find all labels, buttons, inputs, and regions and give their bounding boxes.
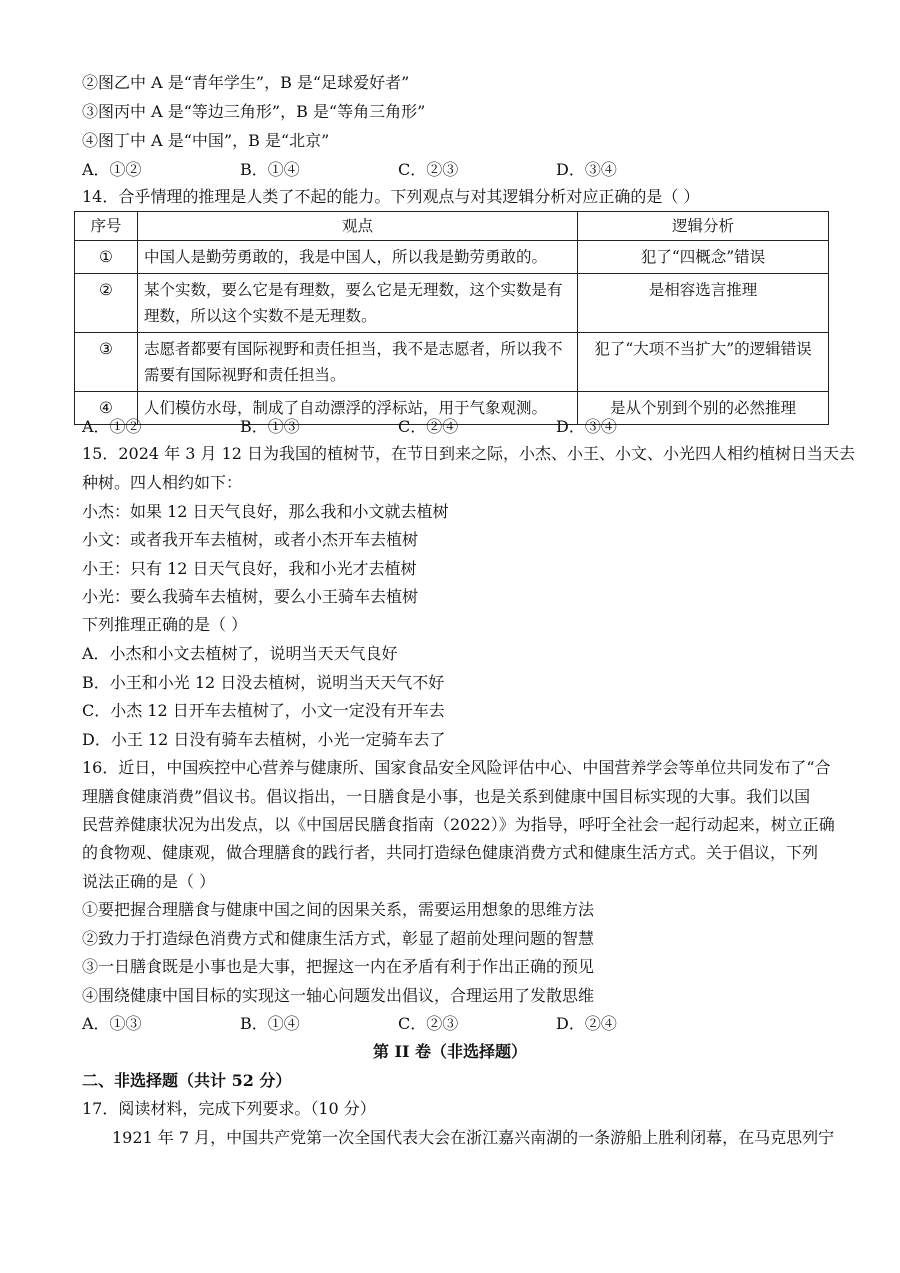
part2-title: 第 II 卷（非选择题） xyxy=(372,1042,528,1061)
q14-options xyxy=(82,417,782,437)
q14-option-a[interactable]: A．①② xyxy=(82,417,142,436)
row-view-line: 需要有国际视野和责任担当。 xyxy=(144,366,346,384)
table-header-row xyxy=(75,212,829,241)
row-analysis: 犯了“四概念”错误 xyxy=(578,241,829,274)
row-view xyxy=(138,274,578,333)
row-analysis: 是相容选言推理 xyxy=(578,274,829,333)
q14-table xyxy=(74,211,829,425)
q16-option-c[interactable]: C．②③ xyxy=(398,1014,459,1033)
table-row xyxy=(75,274,829,333)
q16-option-a[interactable]: A．①③ xyxy=(82,1014,142,1033)
row-view-line: 人们模仿水母，制成了自动漂浮的浮标站，用于气象观测。 xyxy=(144,399,548,417)
q16-option-d[interactable]: D．②④ xyxy=(556,1014,617,1033)
q13-item-2: ②图乙中 A 是“青年学生”，B 是“足球爱好者” xyxy=(82,73,410,92)
q17-material-line: 1921 年 7 月，中国共产党第一次全国代表大会在浙江嘉兴南湖的一条游船上胜利闭幕，在马克思列宁 xyxy=(112,1128,835,1147)
row-analysis: 是从个别到个别的必然推理 xyxy=(578,392,829,425)
q17-stem: 17．阅读材料，完成下列要求。（10 分） xyxy=(82,1099,376,1118)
table-row xyxy=(75,333,829,392)
q13-option-d[interactable]: D．③④ xyxy=(556,160,617,179)
q16-item-1: ①要把握合理膳食与健康中国之间的因果关系，需要运用想象的思维方法 xyxy=(82,900,595,919)
table-row xyxy=(75,241,829,274)
q15-premise-1: 小杰：如果 12 日天气良好，那么我和小文就去植树 xyxy=(82,502,449,521)
row-view xyxy=(138,241,578,274)
header-number: 序号 xyxy=(75,212,138,241)
q15-stem-line-2: 种树。四人相约如下： xyxy=(82,473,243,492)
q14-stem: 14．合乎情理的推理是人类了不起的能力。下列观点与对其逻辑分析对应正确的是（ ） xyxy=(82,187,700,206)
q16-line-1: 16．近日，中国疾控中心营养与健康所、国家食品安全风险评估中心、中国营养学会等单位共同发布了“合 xyxy=(82,758,831,777)
row-view-line: 某个实数，要么它是有理数，要么它是无理数，这个实数是有 xyxy=(144,281,563,299)
q13-option-b[interactable]: B．①④ xyxy=(240,160,300,179)
header-view: 观点 xyxy=(138,212,578,241)
q13-item-4: ④图丁中 A 是“中国”，B 是“北京” xyxy=(82,131,330,150)
row-view xyxy=(138,333,578,392)
q15-ask: 下列推理正确的是（ ） xyxy=(82,615,248,634)
q15-stem-line-1: 15．2024 年 3 月 12 日为我国的植树节，在节日到来之际，小杰、小王、小文、小光四人相约植树日当天去 xyxy=(82,444,856,463)
row-number: ① xyxy=(75,241,138,274)
q16-item-3: ③一日膳食既是小事也是大事，把握这一内在矛盾有利于作出正确的预见 xyxy=(82,957,595,976)
section-heading: 二、非选择题（共计 52 分） xyxy=(82,1071,292,1090)
row-analysis: 犯了“大项不当扩大”的逻辑错误 xyxy=(578,333,829,392)
q13-options xyxy=(82,160,782,180)
q16-options xyxy=(82,1014,782,1034)
q13-item-3: ③图丙中 A 是“等边三角形”，B 是“等角三角形” xyxy=(82,102,426,121)
q15-premise-4: 小光：要么我骑车去植树，要么小王骑车去植树 xyxy=(82,587,419,606)
q16-item-4: ④围绕健康中国目标的实现这一轴心问题发出倡议，合理运用了发散思维 xyxy=(82,986,595,1005)
row-number: ③ xyxy=(75,333,138,392)
q14-option-b[interactable]: B．①③ xyxy=(240,417,300,436)
q16-option-b[interactable]: B．①④ xyxy=(240,1014,300,1033)
header-analysis: 逻辑分析 xyxy=(578,212,829,241)
row-view-line: 志愿者都要有国际视野和责任担当，我不是志愿者，所以我不 xyxy=(144,340,563,358)
row-number: ② xyxy=(75,274,138,333)
q16-line-5: 说法正确的是（ ） xyxy=(82,872,216,891)
q16-line-4: 的食物观、健康观，做合理膳食的践行者，共同打造绿色健康消费方式和健康生活方式。关于倡议，下列 xyxy=(82,843,819,862)
q15-premise-2: 小文：或者我开车去植树，或者小杰开车去植树 xyxy=(82,530,419,549)
q14-option-d[interactable]: D．③④ xyxy=(556,417,617,436)
q16-line-2: 理膳食健康消费”倡议书。倡议指出，一日膳食是小事，也是关系到健康中国目标实现的大事。我们以国 xyxy=(82,787,811,806)
q15-option-c[interactable]: C．小杰 12 日开车去植树了，小文一定没有开车去 xyxy=(82,701,445,720)
q16-line-3: 民营养健康状况为出发点，以《中国居民膳食指南（2022）》为指导，呼吁全社会一起行动起来，树立正确 xyxy=(82,815,835,834)
row-view-line: 中国人是勤劳勇敢的，我是中国人，所以我是勤劳勇敢的。 xyxy=(144,248,548,266)
q15-premise-3: 小王：只有 12 日天气良好，我和小光才去植树 xyxy=(82,559,417,578)
row-number: ④ xyxy=(75,392,138,425)
q13-option-c[interactable]: C．②③ xyxy=(398,160,459,179)
q13-option-a[interactable]: A．①② xyxy=(82,160,142,179)
q15-option-a[interactable]: A．小杰和小文去植树了，说明当天天气良好 xyxy=(82,644,398,663)
q15-option-b[interactable]: B．小王和小光 12 日没去植树，说明当天天气不好 xyxy=(82,673,445,692)
q15-option-d[interactable]: D．小王 12 日没有骑车去植树，小光一定骑车去了 xyxy=(82,730,446,749)
q14-option-c[interactable]: C．②④ xyxy=(398,417,459,436)
row-view-line: 理数，所以这个实数不是无理数。 xyxy=(144,307,377,325)
q16-item-2: ②致力于打造绿色消费方式和健康生活方式，彰显了超前处理问题的智慧 xyxy=(82,929,595,948)
